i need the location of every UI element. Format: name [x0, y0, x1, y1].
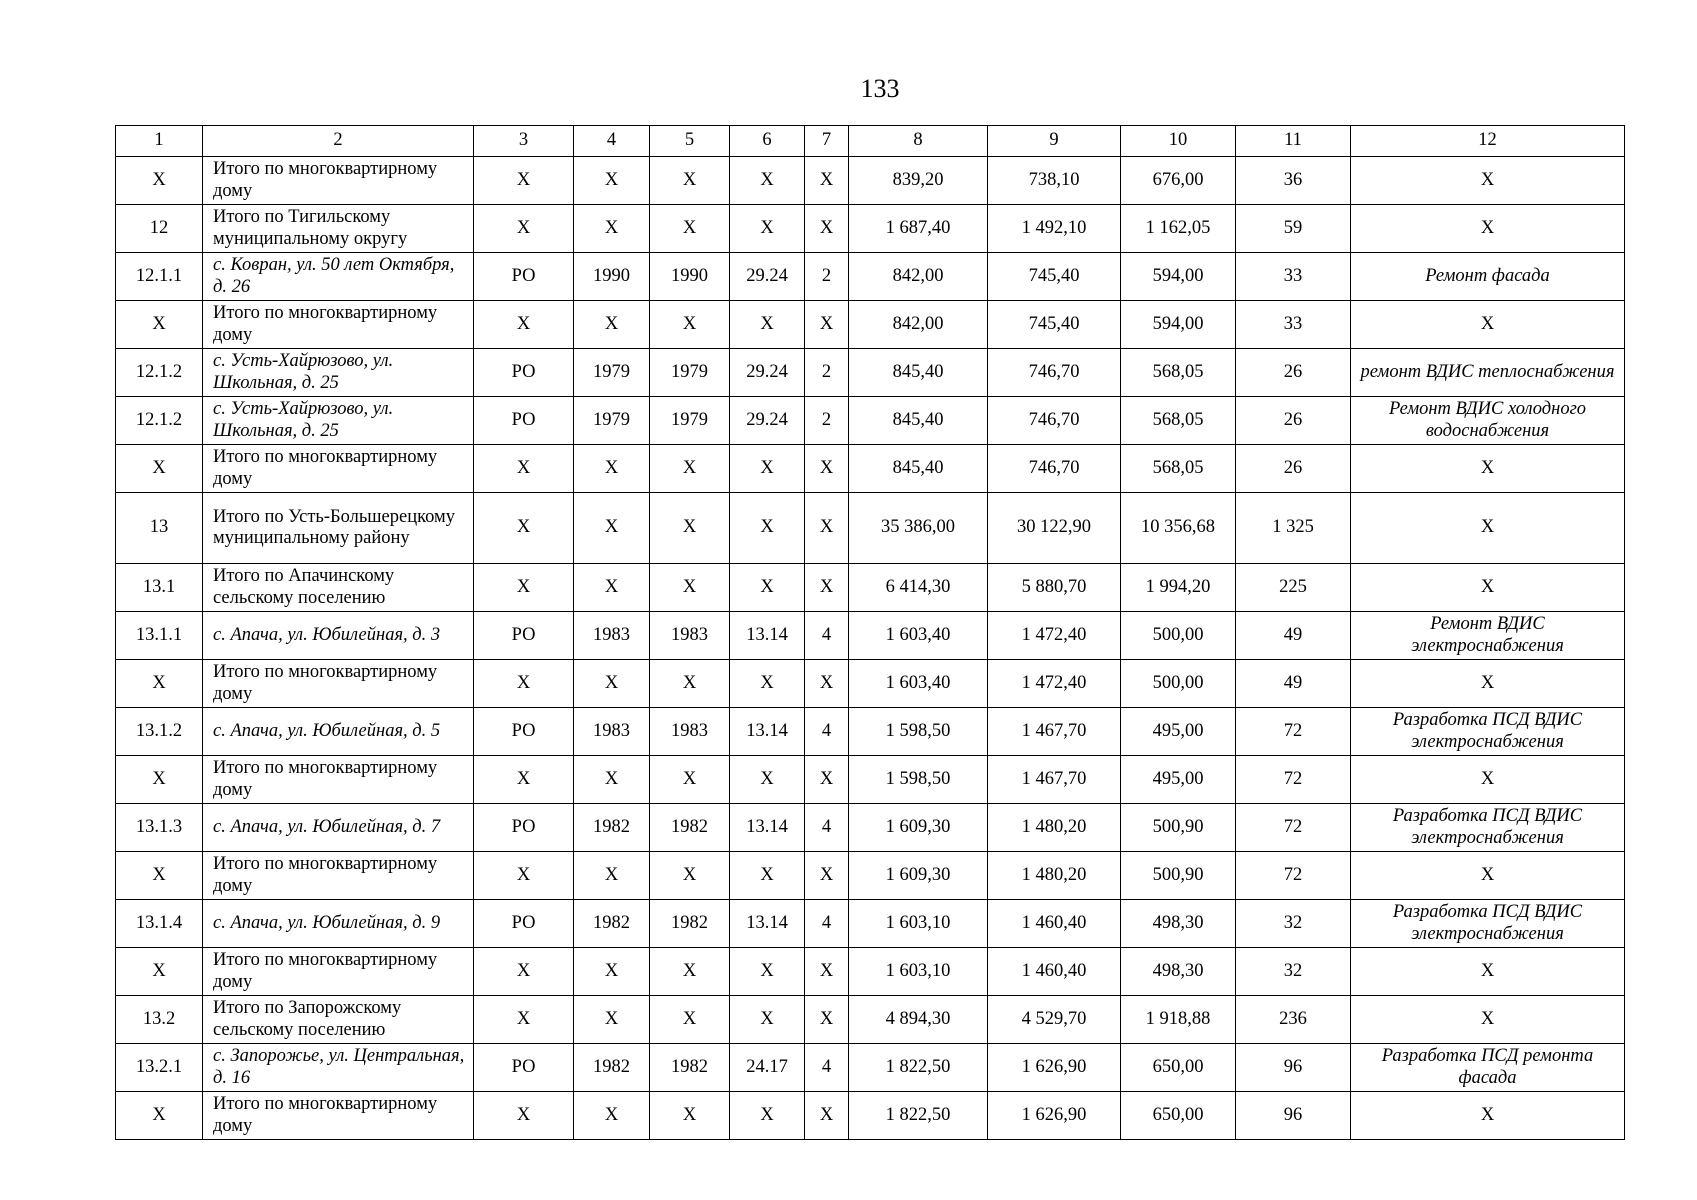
table-cell: 13.1.4: [116, 900, 203, 948]
table-cell: Х: [574, 660, 650, 708]
table-cell: Х: [1351, 996, 1625, 1044]
table-cell: 33: [1236, 253, 1351, 301]
table-cell: Итого по многоквартирному дому: [203, 301, 474, 349]
table-cell: 1 472,40: [988, 660, 1121, 708]
column-header: 1: [116, 126, 203, 157]
table-cell: РО: [474, 900, 574, 948]
table-cell: 1 460,40: [988, 900, 1121, 948]
table-cell: Х: [650, 1092, 730, 1140]
table-cell: 49: [1236, 612, 1351, 660]
table-cell: 225: [1236, 564, 1351, 612]
column-header: 7: [805, 126, 849, 157]
column-header: 10: [1121, 126, 1236, 157]
table-cell: Х: [650, 852, 730, 900]
table-cell: 1979: [574, 397, 650, 445]
table-row: [116, 1044, 1625, 1092]
table-cell: 845,40: [849, 445, 988, 493]
table-row: [116, 564, 1625, 612]
table-cell: Х: [574, 493, 650, 564]
column-header: 12: [1351, 126, 1625, 157]
table-cell: 29.24: [730, 253, 805, 301]
table-cell: 500,90: [1121, 852, 1236, 900]
table-cell: 746,70: [988, 349, 1121, 397]
table-row: [116, 948, 1625, 996]
table-cell: РО: [474, 612, 574, 660]
table-cell: с. Ковран, ул. 50 лет Октября, д. 26: [203, 253, 474, 301]
table-cell: Х: [730, 493, 805, 564]
table-cell: Х: [730, 445, 805, 493]
table-cell: Х: [730, 756, 805, 804]
table-cell: 1 598,50: [849, 756, 988, 804]
table-cell: 12.1.1: [116, 253, 203, 301]
table-cell: 498,30: [1121, 948, 1236, 996]
table-cell: Х: [805, 1092, 849, 1140]
table-cell: 1 492,10: [988, 205, 1121, 253]
table-cell: 1 603,10: [849, 900, 988, 948]
table-cell: Х: [474, 660, 574, 708]
column-header: 2: [203, 126, 474, 157]
table-cell: Х: [805, 852, 849, 900]
table-cell: Х: [116, 301, 203, 349]
table-cell: Итого по многоквартирному дому: [203, 445, 474, 493]
table-cell: Х: [574, 564, 650, 612]
table-cell: Х: [474, 852, 574, 900]
table-cell: 594,00: [1121, 301, 1236, 349]
table-cell: Х: [474, 756, 574, 804]
table-cell: Х: [1351, 948, 1625, 996]
table-cell: 1982: [650, 804, 730, 852]
table-cell: 1982: [574, 900, 650, 948]
table-cell: Х: [474, 1092, 574, 1140]
table-cell: Х: [805, 301, 849, 349]
table-row: [116, 157, 1625, 205]
table-cell: Х: [650, 756, 730, 804]
table-cell: 13.1.3: [116, 804, 203, 852]
table-cell: 845,40: [849, 397, 988, 445]
table-row: [116, 493, 1625, 564]
table-body: [116, 126, 1625, 1140]
table-cell: 1 609,30: [849, 804, 988, 852]
table-cell: Разработка ПСД ВДИС электроснабжения: [1351, 708, 1625, 756]
table-cell: 12.1.2: [116, 349, 203, 397]
table-cell: 1 918,88: [1121, 996, 1236, 1044]
table-cell: 1 603,40: [849, 612, 988, 660]
table-cell: Х: [730, 205, 805, 253]
table-cell: 845,40: [849, 349, 988, 397]
table-row: [116, 349, 1625, 397]
table-cell: Итого по Усть-Большерецкому муниципальному району: [203, 493, 474, 564]
table-cell: 4: [805, 804, 849, 852]
table-cell: 26: [1236, 445, 1351, 493]
table-cell: Ремонт фасада: [1351, 253, 1625, 301]
table-cell: 1 467,70: [988, 708, 1121, 756]
table-cell: 36: [1236, 157, 1351, 205]
table-cell: Х: [574, 301, 650, 349]
table-cell: 842,00: [849, 301, 988, 349]
table-cell: Х: [474, 157, 574, 205]
table-cell: Х: [574, 1092, 650, 1140]
table-row: [116, 445, 1625, 493]
table-cell: Х: [574, 205, 650, 253]
table-cell: 839,20: [849, 157, 988, 205]
table-cell: Х: [474, 301, 574, 349]
table-cell: 1990: [574, 253, 650, 301]
table-cell: 500,00: [1121, 612, 1236, 660]
table-cell: 500,00: [1121, 660, 1236, 708]
table-cell: 30 122,90: [988, 493, 1121, 564]
table-cell: 2: [805, 253, 849, 301]
table-cell: 29.24: [730, 349, 805, 397]
table-cell: 1979: [650, 397, 730, 445]
table-cell: 13.1.2: [116, 708, 203, 756]
table-cell: Х: [1351, 301, 1625, 349]
table-cell: Х: [1351, 660, 1625, 708]
table-cell: 72: [1236, 852, 1351, 900]
table-cell: Х: [730, 852, 805, 900]
table-cell: Х: [1351, 157, 1625, 205]
table-cell: Х: [1351, 756, 1625, 804]
table-cell: ремонт ВДИС теплоснабжения: [1351, 349, 1625, 397]
table-cell: 500,90: [1121, 804, 1236, 852]
table-cell: 32: [1236, 948, 1351, 996]
table-cell: 13.1: [116, 564, 203, 612]
page-number: 133: [860, 74, 900, 103]
table-cell: Х: [805, 205, 849, 253]
table-row: [116, 996, 1625, 1044]
table-cell: Х: [650, 948, 730, 996]
table-row: [116, 708, 1625, 756]
table-cell: РО: [474, 253, 574, 301]
table-cell: 1 480,20: [988, 852, 1121, 900]
table-cell: 1 603,10: [849, 948, 988, 996]
table-cell: 10 356,68: [1121, 493, 1236, 564]
table-cell: Х: [574, 445, 650, 493]
table-cell: РО: [474, 708, 574, 756]
table-cell: 4: [805, 1044, 849, 1092]
table-cell: Х: [650, 205, 730, 253]
table-row: [116, 253, 1625, 301]
table-cell: РО: [474, 804, 574, 852]
table-cell: 1990: [650, 253, 730, 301]
table-cell: 35 386,00: [849, 493, 988, 564]
table-cell: 236: [1236, 996, 1351, 1044]
table-cell: 594,00: [1121, 253, 1236, 301]
table-cell: Итого по Запорожскому сельскому поселению: [203, 996, 474, 1044]
table-cell: 1982: [650, 900, 730, 948]
table-cell: 1982: [650, 1044, 730, 1092]
table-cell: 33: [1236, 301, 1351, 349]
table-cell: Х: [1351, 445, 1625, 493]
table-cell: 2: [805, 349, 849, 397]
table-cell: Итого по Апачинскому сельскому поселению: [203, 564, 474, 612]
table-cell: Итого по многоквартирному дому: [203, 756, 474, 804]
table-cell: 13: [116, 493, 203, 564]
table-cell: 4: [805, 708, 849, 756]
table-cell: Х: [650, 301, 730, 349]
table-cell: Х: [650, 157, 730, 205]
table-cell: 29.24: [730, 397, 805, 445]
table-cell: 1 687,40: [849, 205, 988, 253]
column-header: 8: [849, 126, 988, 157]
table-cell: Х: [730, 301, 805, 349]
table-cell: Х: [574, 157, 650, 205]
table-cell: Х: [805, 564, 849, 612]
table-cell: 4: [805, 900, 849, 948]
table-cell: Х: [116, 157, 203, 205]
table-cell: Х: [474, 948, 574, 996]
table-cell: с. Запорожье, ул. Центральная, д. 16: [203, 1044, 474, 1092]
table-cell: 1983: [650, 708, 730, 756]
table-cell: Х: [805, 445, 849, 493]
table-cell: Х: [730, 948, 805, 996]
table-cell: Х: [730, 660, 805, 708]
table-cell: с. Апача, ул. Юбилейная, д. 5: [203, 708, 474, 756]
table-cell: 12: [116, 205, 203, 253]
table-cell: Х: [116, 948, 203, 996]
table-cell: Х: [474, 445, 574, 493]
table-cell: 13.14: [730, 612, 805, 660]
table-row: [116, 397, 1625, 445]
table-cell: Итого по многоквартирному дому: [203, 852, 474, 900]
table-cell: 676,00: [1121, 157, 1236, 205]
table-row: [116, 301, 1625, 349]
table-cell: с. Усть-Хайрюзово, ул. Школьная, д. 25: [203, 397, 474, 445]
table-cell: 4: [805, 612, 849, 660]
table-cell: Х: [474, 996, 574, 1044]
table-cell: 72: [1236, 804, 1351, 852]
table-cell: Х: [116, 660, 203, 708]
table-cell: 568,05: [1121, 445, 1236, 493]
table-cell: РО: [474, 397, 574, 445]
table-cell: 26: [1236, 349, 1351, 397]
table-row: [116, 205, 1625, 253]
table-cell: 96: [1236, 1044, 1351, 1092]
table-cell: Х: [650, 493, 730, 564]
table-cell: 1 626,90: [988, 1044, 1121, 1092]
table-cell: 1 325: [1236, 493, 1351, 564]
table-cell: 746,70: [988, 445, 1121, 493]
table-cell: 13.2.1: [116, 1044, 203, 1092]
table-row: [116, 756, 1625, 804]
table-cell: 59: [1236, 205, 1351, 253]
table-row: [116, 804, 1625, 852]
table-cell: Разработка ПСД ВДИС электроснабжения: [1351, 900, 1625, 948]
table-cell: Х: [1351, 205, 1625, 253]
table-cell: 495,00: [1121, 708, 1236, 756]
table-cell: Х: [574, 852, 650, 900]
table-cell: 13.14: [730, 804, 805, 852]
table-row: [116, 852, 1625, 900]
table-cell: 1 467,70: [988, 756, 1121, 804]
table-cell: Х: [1351, 493, 1625, 564]
table-cell: Х: [474, 493, 574, 564]
column-header: 6: [730, 126, 805, 157]
table-cell: 13.14: [730, 900, 805, 948]
table-cell: Итого по Тигильскому муниципальному округу: [203, 205, 474, 253]
table-cell: 1983: [650, 612, 730, 660]
table-cell: Х: [650, 996, 730, 1044]
table-cell: РО: [474, 349, 574, 397]
table-cell: Разработка ПСД ремонта фасада: [1351, 1044, 1625, 1092]
table-cell: 72: [1236, 708, 1351, 756]
column-header: 4: [574, 126, 650, 157]
table-cell: 32: [1236, 900, 1351, 948]
table-cell: 1 598,50: [849, 708, 988, 756]
table-cell: Х: [474, 205, 574, 253]
column-header: 9: [988, 126, 1121, 157]
table-cell: Х: [116, 1092, 203, 1140]
table-cell: Х: [650, 564, 730, 612]
table-cell: Итого по многоквартирному дому: [203, 948, 474, 996]
table-cell: 12.1.2: [116, 397, 203, 445]
table-cell: Х: [805, 157, 849, 205]
table-cell: 745,40: [988, 301, 1121, 349]
table-row: [116, 612, 1625, 660]
column-header: 3: [474, 126, 574, 157]
table-cell: 4 529,70: [988, 996, 1121, 1044]
table-cell: 24.17: [730, 1044, 805, 1092]
table-row: [116, 900, 1625, 948]
table-cell: Х: [574, 756, 650, 804]
table-cell: с. Апача, ул. Юбилейная, д. 7: [203, 804, 474, 852]
table-cell: 49: [1236, 660, 1351, 708]
table-cell: 1983: [574, 612, 650, 660]
table-cell: 1 609,30: [849, 852, 988, 900]
table-cell: 738,10: [988, 157, 1121, 205]
table-cell: Х: [730, 996, 805, 1044]
table-cell: 498,30: [1121, 900, 1236, 948]
table-cell: Итого по многоквартирному дому: [203, 660, 474, 708]
table-cell: Итого по многоквартирному дому: [203, 157, 474, 205]
table-cell: 568,05: [1121, 397, 1236, 445]
table-cell: Х: [1351, 564, 1625, 612]
table-cell: с. Апача, ул. Юбилейная, д. 3: [203, 612, 474, 660]
table-cell: 1 480,20: [988, 804, 1121, 852]
table-cell: Х: [730, 157, 805, 205]
table-cell: 1979: [574, 349, 650, 397]
table-cell: Ремонт ВДИС электроснабжения: [1351, 612, 1625, 660]
table-cell: Х: [805, 660, 849, 708]
table-cell: с. Усть-Хайрюзово, ул. Школьная, д. 25: [203, 349, 474, 397]
table-cell: 13.2: [116, 996, 203, 1044]
table-cell: 4 894,30: [849, 996, 988, 1044]
table-cell: 72: [1236, 756, 1351, 804]
table-cell: Х: [805, 756, 849, 804]
table-cell: 2: [805, 397, 849, 445]
table-cell: 650,00: [1121, 1092, 1236, 1140]
table-cell: Х: [805, 996, 849, 1044]
table-cell: 1 822,50: [849, 1092, 988, 1140]
table-cell: с. Апача, ул. Юбилейная, д. 9: [203, 900, 474, 948]
table-cell: 1979: [650, 349, 730, 397]
data-table: [115, 125, 1625, 1140]
table-cell: 1 472,40: [988, 612, 1121, 660]
table-cell: Разработка ПСД ВДИС электроснабжения: [1351, 804, 1625, 852]
column-header: 5: [650, 126, 730, 157]
table-cell: РО: [474, 1044, 574, 1092]
table-cell: 1 822,50: [849, 1044, 988, 1092]
table-cell: Х: [650, 445, 730, 493]
table-cell: 1982: [574, 1044, 650, 1092]
table-cell: 842,00: [849, 253, 988, 301]
table-cell: Х: [574, 948, 650, 996]
table-cell: Х: [650, 660, 730, 708]
table-cell: Х: [474, 564, 574, 612]
table-cell: 650,00: [1121, 1044, 1236, 1092]
table-cell: 96: [1236, 1092, 1351, 1140]
table-cell: Ремонт ВДИС холодного водоснабжения: [1351, 397, 1625, 445]
table-cell: 1983: [574, 708, 650, 756]
table-cell: Х: [1351, 1092, 1625, 1140]
table-cell: Х: [805, 493, 849, 564]
table-cell: 746,70: [988, 397, 1121, 445]
table-cell: 745,40: [988, 253, 1121, 301]
table-cell: 1 994,20: [1121, 564, 1236, 612]
table-row: [116, 1092, 1625, 1140]
table-cell: Х: [116, 756, 203, 804]
table-cell: Х: [805, 948, 849, 996]
table-cell: 13.14: [730, 708, 805, 756]
table-cell: 495,00: [1121, 756, 1236, 804]
table-cell: Х: [730, 564, 805, 612]
table-cell: 6 414,30: [849, 564, 988, 612]
table-header-row: [116, 126, 1625, 157]
table-row: [116, 660, 1625, 708]
table-cell: 5 880,70: [988, 564, 1121, 612]
table-cell: Х: [116, 852, 203, 900]
table-cell: 1982: [574, 804, 650, 852]
table-cell: Х: [574, 996, 650, 1044]
table-cell: 1 162,05: [1121, 205, 1236, 253]
table-cell: 1 626,90: [988, 1092, 1121, 1140]
table-cell: 1 460,40: [988, 948, 1121, 996]
table-cell: Итого по многоквартирному дому: [203, 1092, 474, 1140]
table-cell: Х: [116, 445, 203, 493]
table-cell: 568,05: [1121, 349, 1236, 397]
table-cell: 26: [1236, 397, 1351, 445]
column-header: 11: [1236, 126, 1351, 157]
table-cell: 13.1.1: [116, 612, 203, 660]
table-cell: 1 603,40: [849, 660, 988, 708]
table-cell: Х: [1351, 852, 1625, 900]
table-cell: Х: [730, 1092, 805, 1140]
